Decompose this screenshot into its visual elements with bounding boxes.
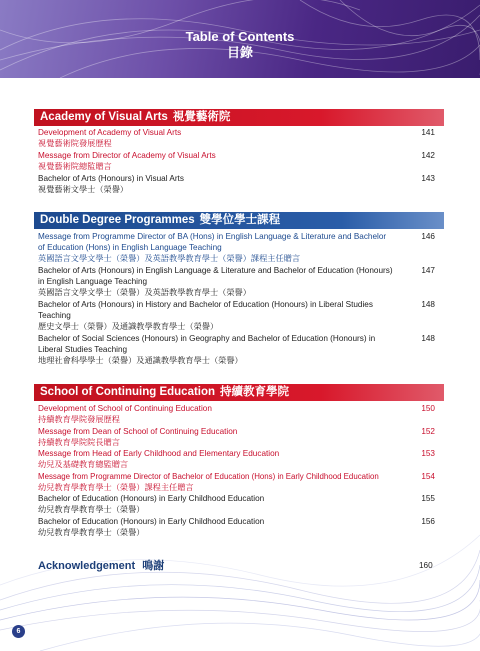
entry-title-zh: 英國語言文學文學士（榮譽）及英語教學教育學士（榮譽） — [38, 288, 251, 298]
section-title-en: Academy of Visual Arts — [40, 111, 168, 123]
entry-page: 155 — [421, 494, 435, 503]
acknowledgement-page: 160 — [419, 561, 433, 570]
acknowledgement-title[interactable] — [38, 560, 164, 573]
toc-entry[interactable] — [38, 173, 438, 195]
entry-page: 143 — [421, 174, 435, 183]
entry-page: 154 — [421, 472, 435, 481]
section-title-en: Double Degree Programmes — [40, 214, 195, 226]
entry-title-en: Bachelor of Education (Honours) in Early Childhood Education — [38, 494, 265, 503]
section-title-zh: 雙學位學士課程 — [199, 214, 281, 226]
entry-title-zh: 視覺藝術院總監贈言 — [38, 162, 112, 172]
page-title: Table of Contents — [185, 29, 295, 44]
entry-title-zh: 視覺藝術文學士（榮譽） — [38, 185, 129, 195]
entry-title-en: Development of School of Continuing Education — [38, 404, 212, 413]
entry-page: 152 — [421, 427, 435, 436]
entry-page: 147 — [421, 266, 435, 275]
section-title-zh: 持續教育學院 — [220, 386, 290, 398]
section-title-zh: 視覺藝術院 — [172, 111, 231, 123]
entry-title-zh: 歷史文學士（榮譽）及通識教學教育學士（榮譽） — [38, 322, 219, 332]
entry-page: 142 — [421, 151, 435, 160]
entry-page: 156 — [421, 517, 435, 526]
entry-title-en: Bachelor of Arts (Honours) in English Language & Literature and Bachelor of Education (Honours) in English Language Teaching — [38, 266, 393, 287]
entry-title-zh: 地理社會科學學士（榮譽）及通識教學教育學士（榮譽） — [38, 356, 243, 366]
toc-entry[interactable] — [38, 333, 438, 367]
entry-title-en: Message from Dean of School of Continuing Education — [38, 427, 238, 436]
entry-title-zh: 幼兒教育學教育學士（榮譽）課程主任贈言 — [38, 483, 194, 493]
entry-page: 148 — [421, 334, 435, 343]
entry-title-zh: 持續教育學院院長贈言 — [38, 438, 120, 448]
entry-title-en: Message from Director of Academy of Visual Arts — [38, 151, 216, 160]
page-title-zh: 目錄 — [226, 45, 253, 60]
entry-page: 150 — [421, 404, 435, 413]
entry-title-zh: 幼兒教育學教育學士（榮譽） — [38, 505, 145, 515]
decorative-waves — [0, 510, 480, 651]
entry-title-en: Bachelor of Education (Honours) in Early Childhood Education — [38, 517, 265, 526]
section-header-visual-arts — [34, 109, 444, 126]
entry-title-zh: 視覺藝術院發展歷程 — [38, 139, 112, 149]
section-header-continuing-education — [34, 384, 444, 401]
entry-title-en: Bachelor of Arts (Honours) in Visual Arts — [38, 174, 184, 183]
acknowledgement-title-zh: 鳴謝 — [142, 560, 165, 572]
entry-title-en: Message from Programme Director of Bachelor of Education (Hons) in Early Childhood Education — [38, 472, 379, 481]
entry-title-zh: 幼兒及基礎教育總監贈言 — [38, 460, 129, 470]
entry-title-en: Development of Academy of Visual Arts — [38, 128, 182, 137]
entry-title-zh: 幼兒教育學教育學士（榮譽） — [38, 528, 145, 538]
toc-entry[interactable] — [38, 150, 438, 172]
toc-entry[interactable] — [38, 448, 438, 470]
entry-page: 146 — [421, 232, 435, 241]
entry-title-zh: 英國語言文學文學士（榮譽）及英語教學教育學士（榮譽）課程主任贈言 — [38, 254, 301, 264]
toc-entry[interactable] — [38, 127, 438, 149]
entry-title-en: Bachelor of Social Sciences (Honours) in Geography and Bachelor of Education (Honours) in Liberal Studies Teaching — [38, 334, 376, 355]
toc-entry[interactable] — [38, 471, 438, 493]
acknowledgement-title-en: Acknowledgement — [38, 560, 136, 572]
toc-entry[interactable] — [38, 231, 438, 265]
entry-title-zh: 持續教育學院發展歷程 — [38, 415, 120, 425]
toc-entry[interactable] — [38, 403, 438, 425]
header-banner — [0, 0, 480, 78]
toc-entry[interactable] — [38, 426, 438, 448]
section-title-en: School of Continuing Education — [40, 386, 216, 398]
entry-title-en: Bachelor of Arts (Honours) in History and Bachelor of Education (Honours) in Liberal Studies Teaching — [38, 300, 373, 321]
section-header-double-degree — [34, 212, 444, 229]
entry-title-en: Message from Programme Director of BA (Hons) in English Language & Literature and Bachelor of Education (Hons) in English Language Teaching — [38, 232, 387, 253]
toc-entry[interactable] — [38, 299, 438, 333]
entry-page: 141 — [421, 128, 435, 137]
entry-page: 153 — [421, 449, 435, 458]
entry-page: 148 — [421, 300, 435, 309]
toc-entry[interactable] — [38, 265, 438, 299]
entry-title-en: Message from Head of Early Childhood and Elementary Education — [38, 449, 280, 458]
page-number-badge: 6 — [12, 625, 25, 638]
